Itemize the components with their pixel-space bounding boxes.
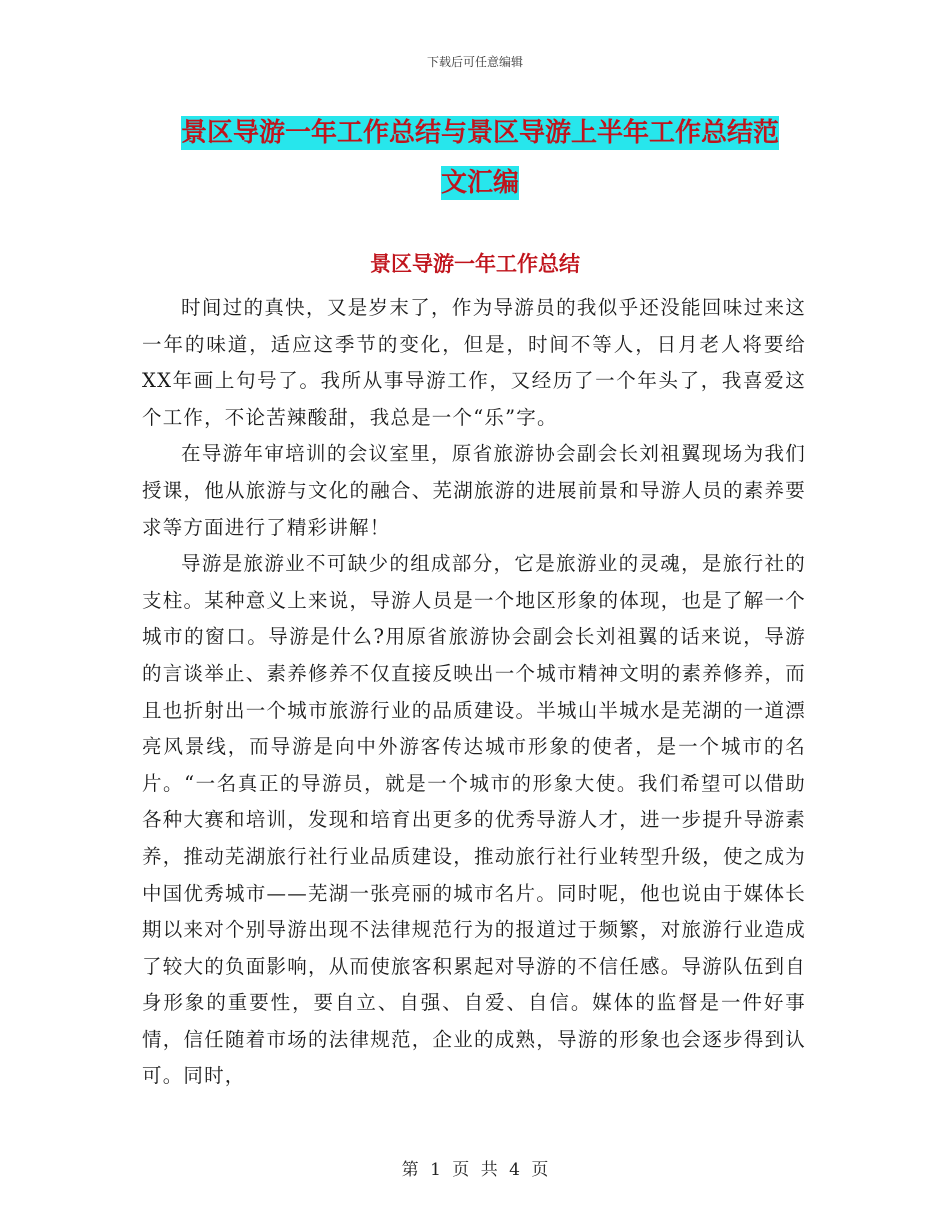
paragraph: 时间过的真快，又是岁末了，作为导游员的我似乎还没能回味过来这一年的味道，适应这季节的变化，但是，时间不等人，日月老人将要给XX年画上句号了。我所从事导游工作，又经历了一个年头了，我喜爱这个工作，不论苦辣酸甜，我总是一个“乐”字。: [142, 296, 806, 429]
title-line-1: 景区导游一年工作总结与景区导游上半年工作总结范: [180, 118, 779, 148]
section-title: 景区导游一年工作总结: [370, 252, 580, 276]
title-line-2: 文汇编: [440, 168, 519, 198]
paragraph: 在导游年审培训的会议室里，原省旅游协会副会长刘祖翼现场为我们授课，他从旅游与文化的融合、芜湖旅游的进展前景和导游人员的素养要求等方面进行了精彩讲解！: [142, 442, 806, 539]
header-note: 下载后可任意编辑: [426, 55, 523, 69]
document-title: [140, 108, 820, 208]
body-text: [142, 290, 806, 1095]
page-number: 第 1 页 共 4 页: [401, 1160, 549, 1180]
paragraph: 导游是旅游业不可缺少的组成部分，它是旅游业的灵魂，是旅行社的支柱。某种意义上来说，导游人员是一个地区形象的体现，也是了解一个城市的窗口。导游是什么?用原省旅游协会副会长刘祖翼的话来说，导游的言谈举止、素养修养不仅直接反映出一个城市精神文明的素养修养，而且也折射出一个城市旅游行业的品质建设。半城山半城水是芜湖的一道漂亮风景线，而导游是向中外游客传达城市形象的使者，是一个城市的名片。“一名真正的导游员，就是一个城市的形象大使。我们希望可以借助各种大赛和培训，发现和培育出更多的优秀导游人才，进一步提升导游素养，推动芜湖旅行社行业品质建设，推动旅行社行业转型升级，使之成为中国优秀城市——芜湖一张亮丽的城市名片。同时呢，他也说由于媒体长期以来对个别导游出现不法律规范行为的报道过于频繁，对旅游行业造成了较大的负面影响，从而使旅客积累起对导游的不信任感。导游队伍到自身形象的重要性，要自立、自强、自爱、自信。媒体的监督是一件好事情，信任随着市场的法律规范，企业的成熟，导游的形象也会逐步得到认可。同时，: [142, 552, 806, 1088]
